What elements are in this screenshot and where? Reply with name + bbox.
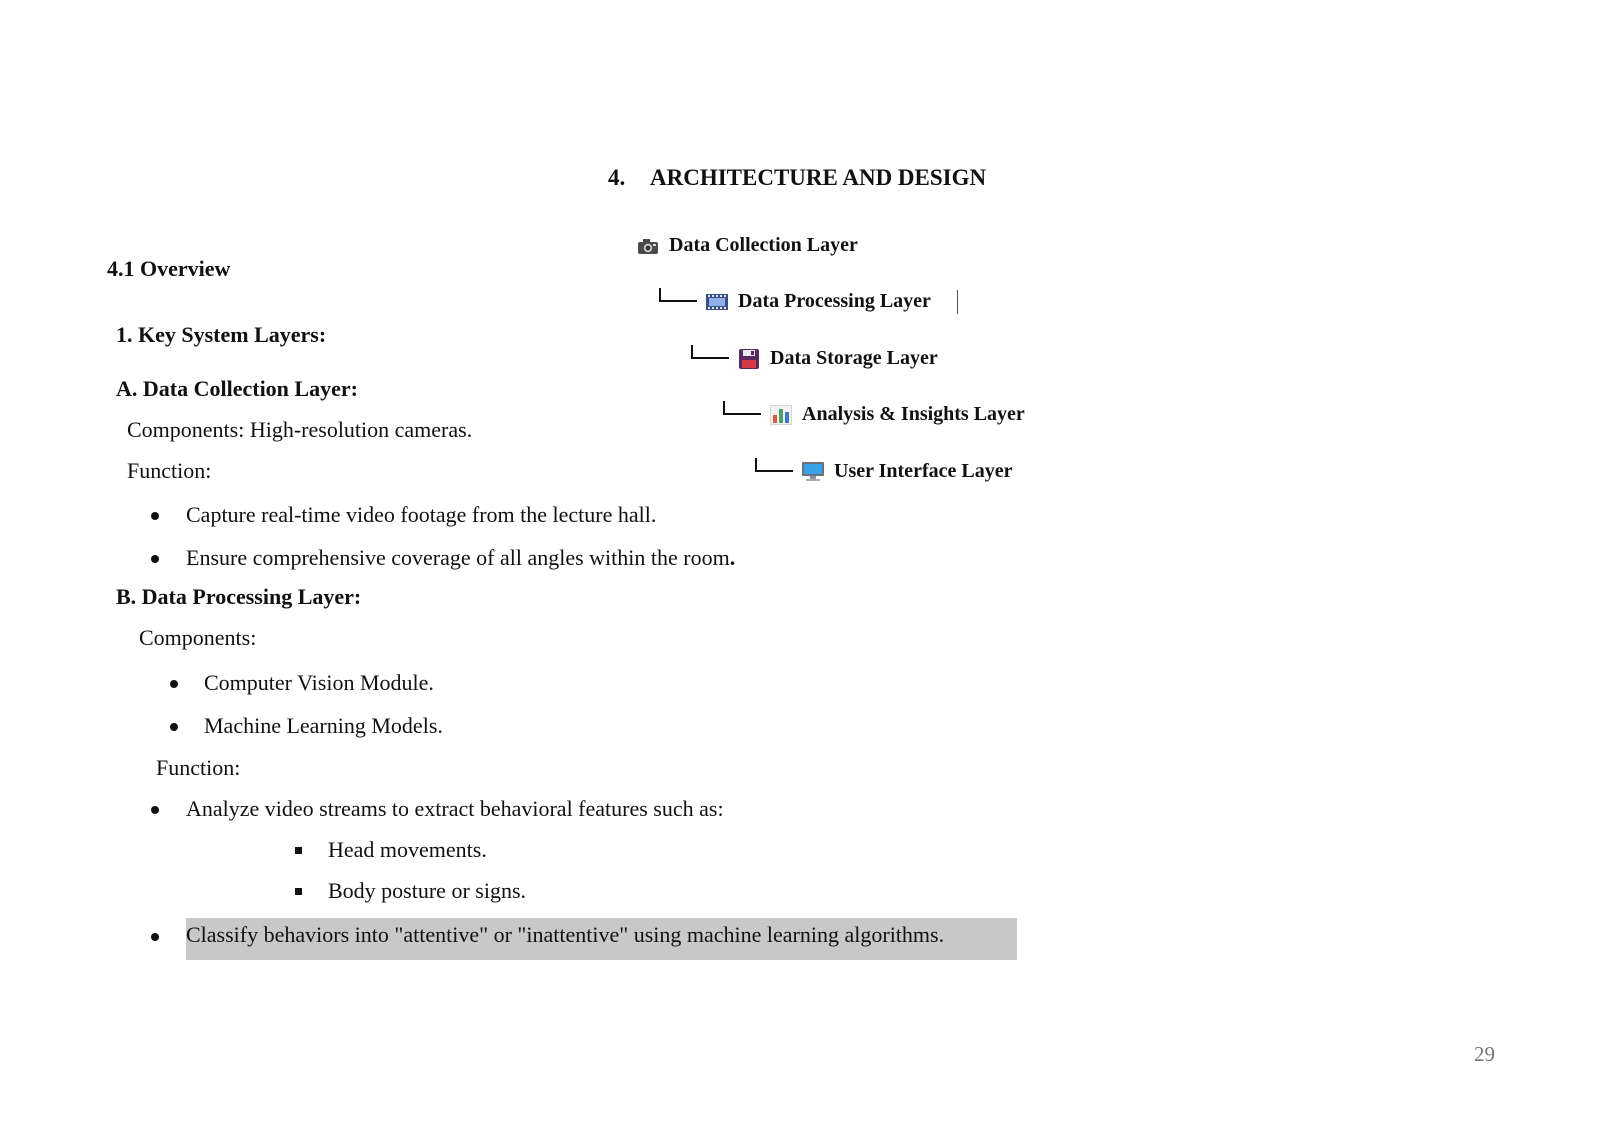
layer-b-sub-bullet: Body posture or signs. xyxy=(328,878,526,903)
tree-item-data-processing xyxy=(706,290,931,313)
tree-item-label: Data Processing Layer xyxy=(738,290,931,312)
tree-connector xyxy=(755,458,793,472)
chapter-title xyxy=(608,165,986,191)
tree-connector xyxy=(691,345,729,359)
layer-a-function-label: Function: xyxy=(127,458,212,483)
monitor-icon xyxy=(802,462,824,482)
layer-a-bullet xyxy=(186,545,735,571)
layer-b-components-label: Components: xyxy=(139,625,257,650)
section-heading-overview: 4.1 Overview xyxy=(107,256,231,281)
layer-b-heading: B. Data Processing Layer: xyxy=(116,584,362,609)
layer-a-components: Components: High-resolution cameras. xyxy=(127,417,473,442)
layer-a-bullet-text: Ensure comprehensive coverage of all angles within the room xyxy=(186,545,730,570)
bullet-marker xyxy=(151,512,159,520)
tree-item-label: Data Collection Layer xyxy=(669,234,858,256)
layer-b-sub-bullet: Head movements. xyxy=(328,837,487,862)
layer-b-component-item: Computer Vision Module. xyxy=(204,670,434,695)
tree-item-user-interface xyxy=(802,460,1012,483)
layer-b-function-label: Function: xyxy=(156,755,241,780)
sub-bullet-marker xyxy=(295,888,302,895)
layer-b-component-item: Machine Learning Models. xyxy=(204,713,443,738)
tree-item-label: Data Storage Layer xyxy=(770,347,938,369)
chapter-number: 4. xyxy=(608,165,626,190)
floppy-disk-icon xyxy=(738,349,760,369)
page-number: 29 xyxy=(1474,1042,1495,1066)
tree-item-analysis-insights xyxy=(770,403,1025,426)
chapter-title-text: ARCHITECTURE AND DESIGN xyxy=(650,165,987,190)
layer-a-bullet-period: . xyxy=(729,545,736,570)
bullet-marker xyxy=(151,933,159,941)
film-icon xyxy=(706,292,728,312)
layer-b-bullet: Analyze video streams to extract behavioral features such as: xyxy=(186,796,724,821)
layer-b-bullet-highlighted[interactable]: Classify behaviors into "attentive" or "inattentive" using machine learning algorithms. xyxy=(186,922,945,947)
tree-item-data-storage xyxy=(738,347,938,370)
bullet-marker xyxy=(151,806,159,814)
tree-item-label: Analysis & Insights Layer xyxy=(802,403,1025,425)
tree-item-data-collection xyxy=(637,234,858,257)
camera-icon xyxy=(637,236,659,256)
tree-connector xyxy=(723,401,761,415)
section-heading-key-layers: 1. Key System Layers: xyxy=(116,322,327,347)
tree-item-label: User Interface Layer xyxy=(834,460,1013,482)
text-cursor xyxy=(957,290,958,314)
bullet-marker xyxy=(151,555,159,563)
bullet-marker xyxy=(170,680,178,688)
sub-bullet-marker xyxy=(295,847,302,854)
bar-chart-icon xyxy=(770,405,792,425)
bullet-marker xyxy=(170,723,178,731)
tree-connector xyxy=(659,288,697,302)
layer-a-heading: A. Data Collection Layer: xyxy=(116,376,358,401)
layer-a-bullet: Capture real-time video footage from the lecture hall. xyxy=(186,502,657,527)
